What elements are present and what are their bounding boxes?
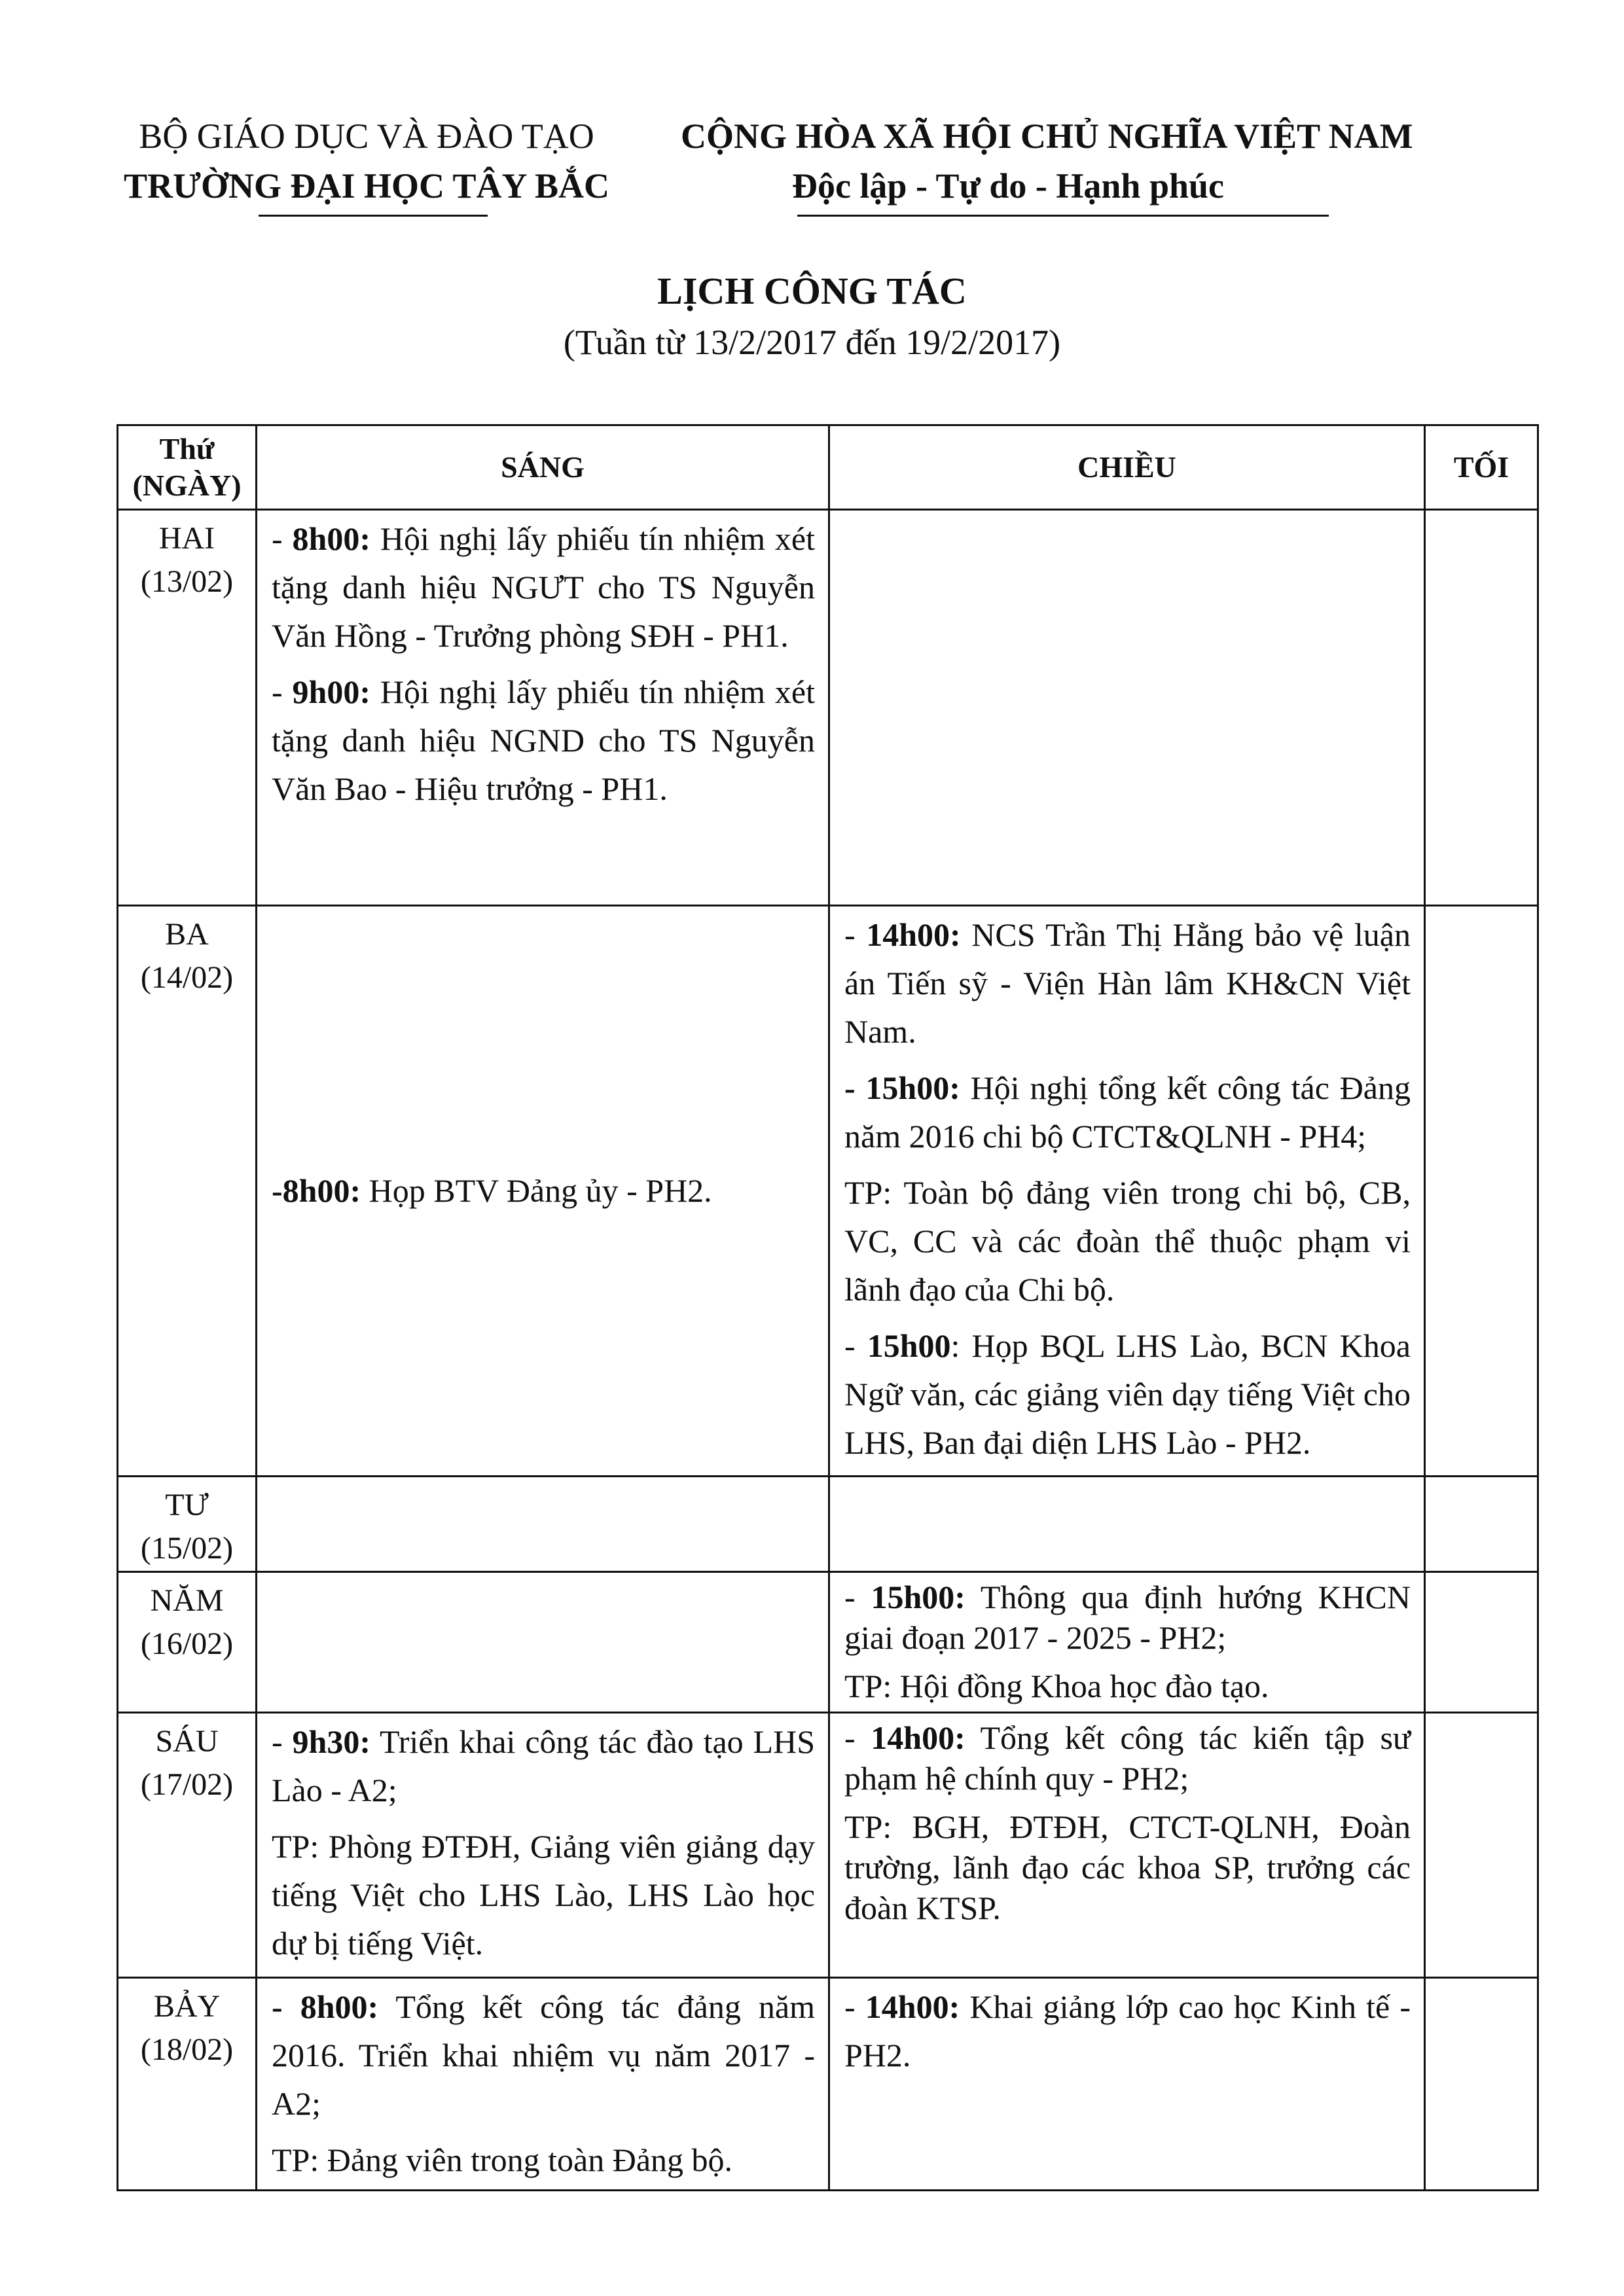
schedule-item bbox=[844, 1666, 1411, 1706]
item-text: Thông qua định hướng KHCN giai đoạn 2017 - 2025 - PH2; bbox=[844, 1579, 1411, 1656]
item-text: Khai giảng lớp cao học Kinh tế - PH2. bbox=[844, 1988, 1411, 2073]
schedule-item bbox=[844, 1577, 1411, 1658]
column-header-day-line2: (NGÀY) bbox=[132, 469, 242, 502]
evening-cell bbox=[1425, 1978, 1538, 2191]
afternoon-cell bbox=[829, 1477, 1425, 1572]
item-time: - 8h00: bbox=[272, 1988, 379, 2025]
item-time: -8h00: bbox=[272, 1172, 361, 1209]
item-text: TP: Hội đồng Khoa học đào tạo. bbox=[844, 1668, 1269, 1704]
item-time: 15h00: bbox=[871, 1579, 965, 1615]
day-date: (15/02) bbox=[140, 1531, 234, 1566]
item-prefix: - bbox=[844, 1719, 871, 1756]
column-header-afternoon: CHIỀU bbox=[829, 425, 1425, 510]
document-header bbox=[0, 111, 1624, 229]
item-time: 8h00: bbox=[292, 520, 370, 557]
day-date: (13/02) bbox=[140, 564, 234, 599]
table-row bbox=[118, 1978, 1538, 2191]
schedule-item bbox=[272, 1822, 815, 1967]
morning-cell bbox=[257, 906, 829, 1477]
evening-cell bbox=[1425, 1572, 1538, 1713]
schedule-item bbox=[844, 1717, 1411, 1799]
afternoon-cell bbox=[829, 510, 1425, 906]
afternoon-cell bbox=[829, 906, 1425, 1477]
schedule-item bbox=[272, 1166, 815, 1215]
item-prefix: - bbox=[272, 1723, 293, 1760]
day-name: NĂM bbox=[150, 1583, 224, 1618]
schedule-item bbox=[844, 1321, 1411, 1467]
item-prefix: - bbox=[844, 1988, 865, 2025]
morning-cell bbox=[257, 1572, 829, 1713]
item-text: TP: Phòng ĐTĐH, Giảng viên giảng dạy tiếng Việt cho LHS Lào, LHS Lào học dự bị tiếng Việt. bbox=[272, 1828, 815, 1962]
schedule-item bbox=[272, 1982, 815, 2128]
item-prefix: - bbox=[272, 673, 293, 710]
university-name: TRƯỜNG ĐẠI HỌC TÂY BẮC bbox=[123, 166, 610, 206]
item-text: TP: Đảng viên trong toàn Đảng bộ. bbox=[272, 2142, 733, 2178]
table-row bbox=[118, 1713, 1538, 1978]
evening-cell bbox=[1425, 510, 1538, 906]
schedule-table bbox=[117, 424, 1539, 2191]
day-date: (16/02) bbox=[140, 1626, 234, 1661]
item-time: 14h00: bbox=[865, 1988, 960, 2025]
national-motto: Độc lập - Tự do - Hạnh phúc bbox=[791, 166, 1225, 206]
morning-cell bbox=[257, 510, 829, 906]
column-header-evening: TỐI bbox=[1425, 425, 1538, 510]
item-text: TP: BGH, ĐTĐH, CTCT-QLNH, Đoàn trường, lãnh đạo các khoa SP, trưởng các đoàn KTSP. bbox=[844, 1808, 1411, 1926]
item-time: 14h00: bbox=[871, 1719, 965, 1756]
day-cell bbox=[118, 1477, 257, 1572]
item-time: 9h30: bbox=[292, 1723, 370, 1760]
table-header-row bbox=[118, 425, 1538, 510]
item-text: Hội nghị lấy phiếu tín nhiệm xét tặng danh hiệu NGƯT cho TS Nguyễn Văn Hồng - Trưởng phòng SĐH - PH1. bbox=[272, 520, 815, 654]
item-time: 9h00: bbox=[292, 673, 370, 710]
evening-cell bbox=[1425, 906, 1538, 1477]
column-header-morning: SÁNG bbox=[257, 425, 829, 510]
item-prefix: - bbox=[844, 1579, 871, 1615]
issuer-block bbox=[111, 111, 622, 211]
national-block bbox=[681, 111, 1413, 211]
item-text: Tổng kết công tác đảng năm 2016. Triển khai nhiệm vụ năm 2017 - A2; bbox=[272, 1988, 816, 2122]
schedule-item bbox=[272, 668, 815, 813]
day-name: BẢY bbox=[153, 1989, 221, 2024]
item-prefix: - bbox=[272, 520, 293, 557]
table-row bbox=[118, 1572, 1538, 1713]
document-subtitle: (Tuần từ 13/2/2017 đến 19/2/2017) bbox=[563, 323, 1061, 362]
item-text: Tổng kết công tác kiến tập sư phạm hệ chính quy - PH2; bbox=[844, 1719, 1411, 1797]
item-text: TP: Toàn bộ đảng viên trong chi bộ, CB, VC, CC và các đoàn thể thuộc phạm vi lãnh đạo của Chi bộ. bbox=[844, 1174, 1411, 1308]
schedule-item bbox=[272, 514, 815, 660]
motto-underline bbox=[797, 215, 1329, 217]
day-cell bbox=[118, 1713, 257, 1978]
day-cell bbox=[118, 1572, 257, 1713]
day-name: HAI bbox=[158, 521, 215, 556]
schedule-item bbox=[844, 1064, 1411, 1160]
item-text: Hội nghị lấy phiếu tín nhiệm xét tặng danh hiệu NGND cho TS Nguyễn Văn Bao - Hiệu trưởng - PH1. bbox=[272, 673, 815, 807]
day-name: BA bbox=[165, 917, 209, 952]
schedule-item bbox=[272, 2136, 815, 2184]
item-text: Họp BTV Đảng ủy - PH2. bbox=[361, 1172, 712, 1209]
schedule-item bbox=[844, 1168, 1411, 1314]
table-row bbox=[118, 1477, 1538, 1572]
column-header-day bbox=[118, 425, 257, 510]
item-time: - 15h00: bbox=[844, 1069, 960, 1106]
schedule-item bbox=[844, 1806, 1411, 1928]
afternoon-cell bbox=[829, 1978, 1425, 2191]
table-row bbox=[118, 510, 1538, 906]
afternoon-cell bbox=[829, 1572, 1425, 1713]
column-header-day-line1: Thứ bbox=[159, 432, 215, 465]
item-prefix: - bbox=[844, 1327, 867, 1364]
country-name: CỘNG HÒA XÃ HỘI CHỦ NGHĨA VIỆT NAM bbox=[681, 117, 1413, 156]
day-date: (14/02) bbox=[140, 960, 234, 995]
item-text: Hội nghị tổng kết công tác Đảng năm 2016 chi bộ CTCT&QLNH - PH4; bbox=[844, 1069, 1411, 1155]
ministry-name: BỘ GIÁO DỤC VÀ ĐÀO TẠO bbox=[139, 117, 594, 156]
evening-cell bbox=[1425, 1477, 1538, 1572]
item-text: NCS Trần Thị Hằng bảo vệ luận án Tiến sỹ - Viện Hàn lâm KH&CN Việt Nam. bbox=[844, 916, 1411, 1050]
item-prefix: - bbox=[844, 916, 867, 953]
morning-cell bbox=[257, 1713, 829, 1978]
schedule-item bbox=[844, 910, 1411, 1056]
schedule-item bbox=[844, 1982, 1411, 2079]
day-date: (17/02) bbox=[140, 1767, 234, 1802]
evening-cell bbox=[1425, 1713, 1538, 1978]
issuer-underline bbox=[259, 215, 488, 217]
document-title: LỊCH CÔNG TÁC bbox=[657, 270, 967, 312]
item-time: 15h00 bbox=[867, 1327, 951, 1364]
day-date: (18/02) bbox=[140, 2032, 234, 2067]
item-text: Triển khai công tác đào tạo LHS Lào - A2; bbox=[272, 1723, 815, 1808]
morning-cell bbox=[257, 1978, 829, 2191]
day-name: TƯ bbox=[165, 1488, 209, 1522]
morning-cell bbox=[257, 1477, 829, 1572]
table-row bbox=[118, 906, 1538, 1477]
afternoon-cell bbox=[829, 1713, 1425, 1978]
day-name: SÁU bbox=[155, 1724, 219, 1759]
item-time: 14h00: bbox=[866, 916, 961, 953]
day-cell bbox=[118, 510, 257, 906]
day-cell bbox=[118, 906, 257, 1477]
day-cell bbox=[118, 1978, 257, 2191]
schedule-item bbox=[272, 1717, 815, 1814]
item-text: : Họp BQL LHS Lào, BCN Khoa Ngữ văn, các giảng viên dạy tiếng Việt cho LHS, Ban đại diện LHS Lào - PH2. bbox=[844, 1327, 1411, 1461]
